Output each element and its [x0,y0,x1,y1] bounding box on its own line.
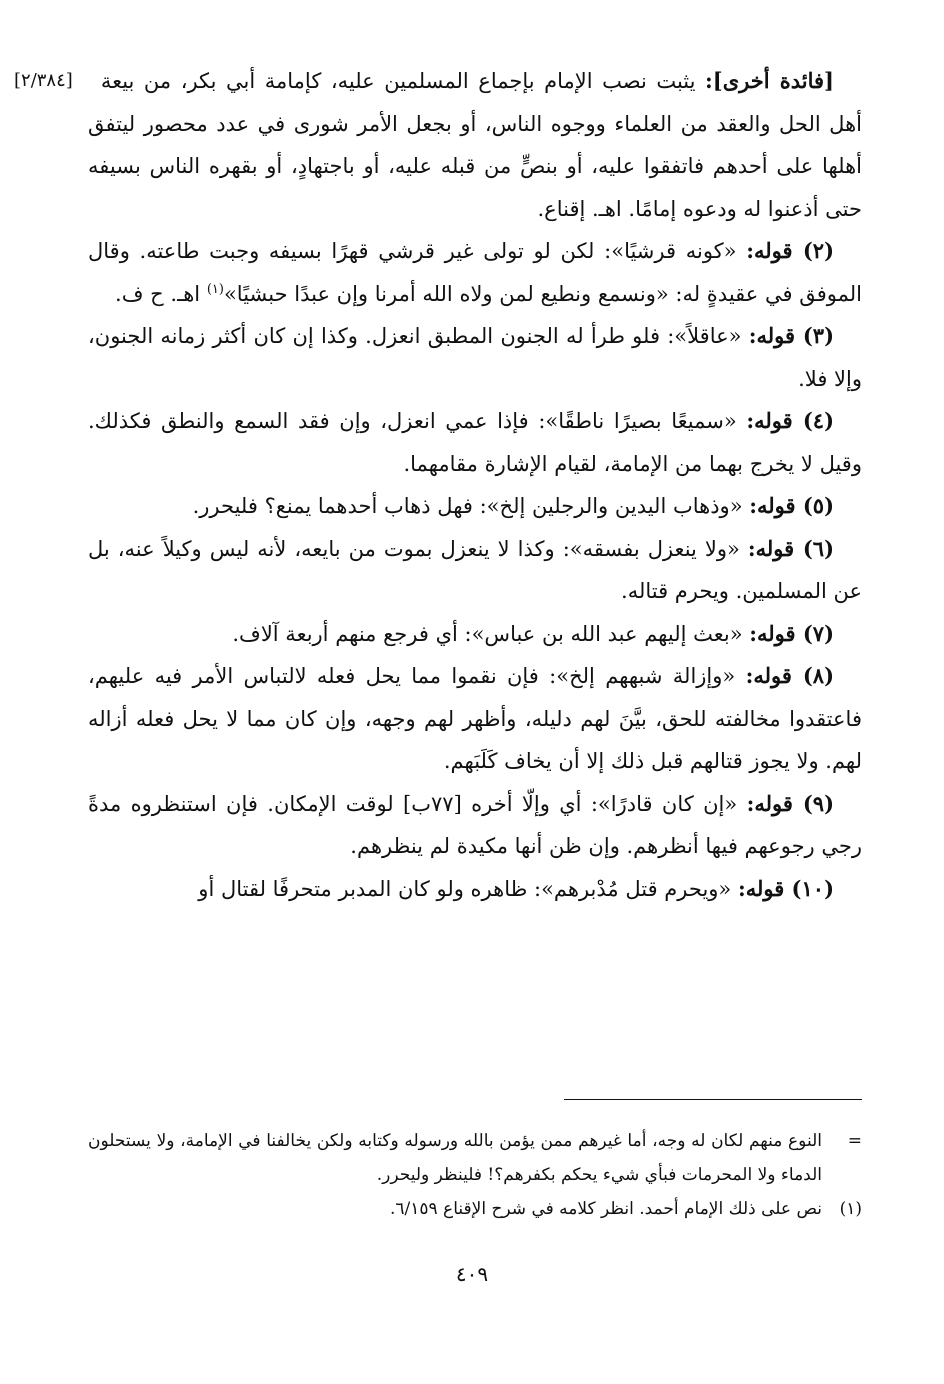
paragraph-heading: قوله: [749,620,796,646]
paragraph-heading: قوله: [748,323,795,348]
paragraph-heading: قوله: [746,790,793,816]
note-number: (٧) [795,620,834,646]
paragraph-body: «ويحرم قتل مُدْبرهم»: ظاهره ولو كان المدبر متحرفًا لقتال أو [198,876,738,901]
paragraph-body: «كونه قرشيًا»: لكن لو تولى غير قرشي قهرًا بسيفه وجبت طاعته. وقال الموفق في عقيدةٍ له: «ونسمع ونطيع لمن ولاه الله أمرنا وإن عبدًا حبشيًا» [88,239,862,306]
footnote-separator [564,1099,862,1100]
footnote-text: النوع منهم لكان له وجه، أما غيرهم ممن يؤمن بالله ورسوله وكتابه ولكن يخالفنا في الإمامة، ولا يستحلون الدماء ولا المحرمات فبأي شيء يحكم بكفرهم؟! فلينظر وليحرر. [88,1131,822,1185]
footnote-reference: (١) [206,281,224,297]
note-number: (٨) [791,663,835,688]
paragraph-heading: قوله: [746,408,793,433]
paragraph-note-5 [88,485,862,528]
page-number: ٤٠٩ [455,1262,489,1286]
paragraph-note-2 [88,230,862,315]
note-number: (٤) [792,408,835,433]
paragraph-note-intro [14,60,862,230]
footnote-continued [88,1124,862,1192]
paragraph-tail: اهـ. ح ف. [115,281,207,306]
paragraph-note-7 [88,613,862,656]
paragraph-note-10 [88,868,862,911]
paragraph-body: «سميعًا بصيرًا ناطقًا»: فإذا عمي انعزل، وإن فقد السمع والنطق فكذلك. وقيل لا يخرج بهما من الإمامة، لقيام الإشارة مقامهما. [88,409,862,476]
footnote-label: (١) [839,1199,862,1219]
paragraph-heading: قوله: [747,535,795,561]
paragraph-heading: قوله: [746,238,793,263]
footnote-label: = [847,1131,862,1151]
note-number: (٢) [792,238,834,263]
paragraph-body: «ولا ينعزل بفسقه»: وكذا لا ينعزل بموت من بايعه، لأنه ليس وكيلاً عنه، بل عن المسلمين. ويحرم قتاله. [88,536,862,603]
margin-page-marker: [٢/٣٨٤] [14,70,73,91]
paragraph-body: «وإزالة شبههم إلخ»: فإن نقموا مما يحل فعله لالتباس الأمر فيه عليهم، فاعتقدوا مخالفته للحق، بيَّنَ لهم دليله، وأظهر لهم وجهه، وإن كان مما لا يحل فعله أزاله لهم. ولا يجوز قتالهم قبل ذلك إلا أن يخاف كَلَبَهم. [88,664,862,773]
note-number: (٩) [792,790,835,816]
paragraph-note-3 [88,315,862,400]
note-number: (٦) [794,535,834,561]
paragraph-body: «بعث إليهم عبد الله بن عباس»: أي فرجع منهم أربعة آلاف. [232,621,750,646]
paragraph-note-9 [88,783,862,868]
footnotes [88,1124,862,1226]
paragraph-body: يثبت نصب الإمام بإجماع المسلمين عليه، كإمامة أبي بكر، من بيعة أهل الحل والعقد من العلماء ووجوه الناس، أو بجعل الأمر شورى في عدد محصور ليتفق أهلها على أحدهم فاتفقوا عليه، أو بنصٍّ من قبله عليه، أو باجتهادٍ، أو بقهره الناس بسيفه حتى أذعنوا له ودعوه إمامًا. اهـ. إقناع. [88,69,862,221]
footnote-text: نص على ذلك الإمام أحمد. انظر كلامه في شرح الإقناع ٦/١٥٩. [389,1199,822,1219]
paragraph-heading: قوله: [737,875,785,901]
note-number: (١٠) [784,875,834,901]
paragraph-body: «وذهاب اليدين والرجلين إلخ»: فهل ذهاب أحدهما يمنع؟ فليحرر. [192,494,750,518]
note-number: (٥) [795,493,834,518]
paragraph-note-6 [88,528,862,613]
note-number: (٣) [795,323,835,348]
paragraph-note-8 [88,655,862,783]
paragraph-heading: [فائدة أخرى]: [705,68,834,93]
paragraph-heading: قوله: [749,493,796,518]
paragraph-body: «عاقلاً»: فلو طرأ له الجنون المطبق انعزل. وكذا إن كان أكثر زمانه الجنون، وإلا فلا. [88,324,862,391]
paragraph-heading: قوله: [745,663,792,688]
paragraph-note-4 [88,400,862,485]
main-text [14,60,862,910]
paragraph-body: «إن كان قادرًا»: أي وإلّا أخره [٧٧ب] لوقت الإمكان. فإن استنظروه مدةً رجي رجوعهم فيها أنظرهم. وإن ظن أنها مكيدة لم ينظرهم. [88,791,862,858]
footnote-1 [88,1192,862,1226]
